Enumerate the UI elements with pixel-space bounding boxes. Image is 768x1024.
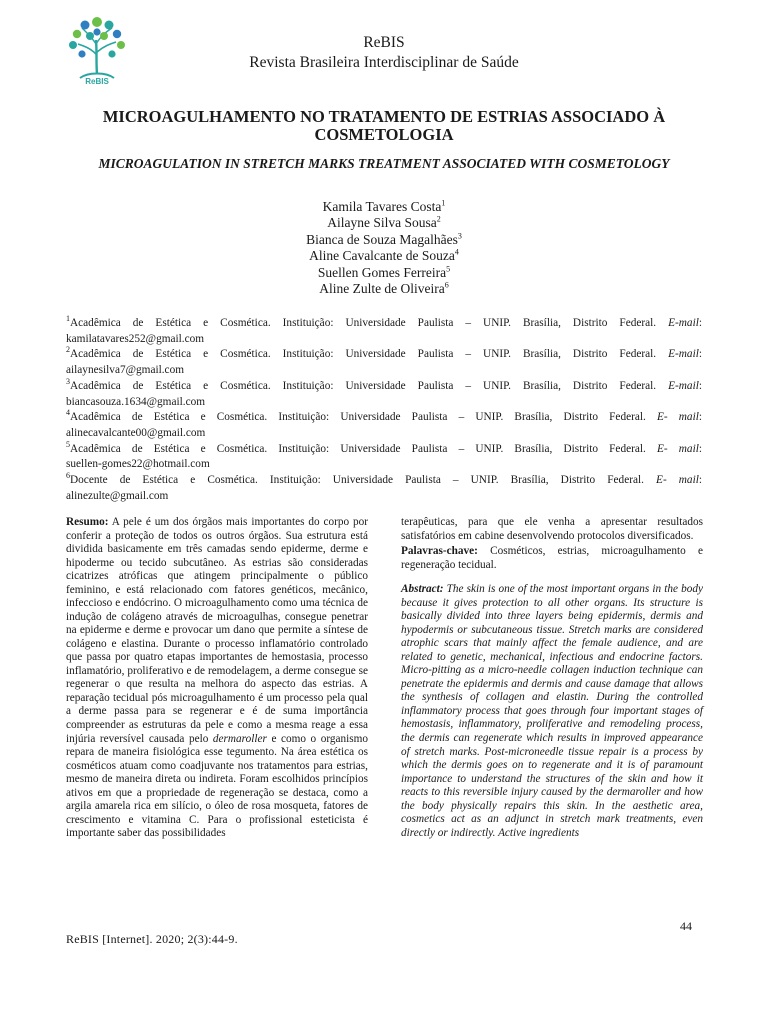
affiliation-text: Docente de Estética e Cosmética. Instituição: Universidade Paulista – UNIP. Brasília, Distrito Federal.: [70, 474, 644, 487]
abstract-pt-text: e como o organismo repara de maneira fisiológica esse tegumento. Na área estética os cosméticos atuam como coadjuvante nos tratamentos para estrias, mesmo de maneira direta ou indireta. Foram escolhidos princípios ativos em que a propriedade de regeneração se destaca, como a argila amarela rica em silício, o óleo de rosa mosqueta, fatores de crescimento e vitamina C. Para o profissional esteticista é importante saber das possibilidades: [66, 732, 369, 840]
affiliation-sup: 6: [66, 471, 70, 481]
affiliation-list: [66, 316, 702, 504]
author-sup: 1: [441, 198, 446, 208]
affiliation-email: alinecavalcante00@gmail.com: [66, 426, 206, 439]
author-sup: 4: [454, 247, 459, 257]
journal-short-name: ReBIS: [363, 34, 405, 51]
affiliation-email: suellen-gomes22@hotmail.com: [66, 458, 210, 471]
article-title-pt: MICROAGULHAMENTO NO TRATAMENTO DE ESTRIAS ASSOCIADO À COSMETOLOGIA: [102, 107, 666, 144]
affiliation-text: Acadêmica de Estética e Cosmética. Instituição: Universidade Paulista – UNIP. Brasília, Distrito Federal.: [70, 411, 646, 424]
email-label: E- mail: [656, 442, 699, 455]
affiliation-text: Acadêmica de Estética e Cosmética. Instituição: Universidade Paulista – UNIP. Brasília, Distrito Federal.: [70, 317, 657, 329]
author-sup: 3: [457, 231, 462, 241]
right-column: [401, 516, 703, 840]
abstract-pt: [66, 516, 368, 841]
author: [0, 232, 768, 248]
keywords-text: Cosméticos, estrias, microagulhamento e regeneração tecidual.: [401, 545, 703, 571]
author-name: Ailayne Silva Sousa: [327, 215, 437, 231]
affiliation: $^4$Acadêmica de Estética e Cosmética. Instituição: Universidade Paulista – UNIP. Brasília, Distrito Federal. E- mail:: [66, 408, 702, 424]
affiliation-text: Acadêmica de Estética e Cosmética. Instituição: Universidade Paulista – UNIP. Brasília, Distrito Federal.: [70, 379, 657, 392]
email-label: E- mail: [656, 474, 699, 487]
author-name: Aline Zulte de Oliveira: [319, 281, 445, 297]
author-sup: 2: [436, 214, 441, 224]
abstract-pt-text: A pele é um dos órgãos mais importantes do corpo por conferir a proteção de todos os outros órgãos. Sua estrutura está dividida basicamente em três camadas sendo epiderme, derme e hipoderme ou tecido subcutâneo. As estrias são consideradas cicatrizes atróficas que atingem principalmente o público feminino, e está relacionado com fatores genéticos, mecânico, infeccioso e endócrino. O microagulhamento como uma técnica de indução de colágeno através de microagulhas, consegue penetrar na epiderme e derme e provocar um dano que permite a síntese de colágeno e elastina. Durante o processo inflamatório controlado que passa por quatro etapas importantes de hemostasia, processo inflamatório, proliferativo e de remodelagem, a derme consegue se regenerar o que resulta na melhora do aspecto das estrias. A reparação tecidual pós microagulhamento é um processo pela qual a derme passa para se regenerar e é de suma importância compreender as estruturas da pele e como a mesma reage a essa injúria reversível causada pelo: [66, 516, 368, 745]
author-list: [0, 199, 768, 297]
author: [0, 215, 768, 231]
affiliation-text: Acadêmica de Estética e Cosmética. Instituição: Universidade Paulista – UNIP. Brasília, Distrito Federal.: [70, 348, 657, 361]
affiliation: $^6$Docente de Estética e Cosmética. Instituição: Universidade Paulista – UNIP. Brasília, Distrito Federal. E- mail:: [66, 471, 703, 487]
author: [0, 248, 768, 264]
journal-full-name: Revista Brasileira Interdisciplinar de Saúde: [249, 54, 519, 71]
affiliation: $^2$Acadêmica de Estética e Cosmética. Instituição: Universidade Paulista – UNIP. Brasília, Distrito Federal. E-mail:: [66, 345, 702, 361]
affiliation-sup: 1: [66, 314, 70, 324]
affiliation: $^3$Acadêmica de Estética e Cosmética. Instituição: Universidade Paulista – UNIP. Brasília, Distrito Federal. E-mail:: [66, 377, 702, 392]
affiliation-sup: 2: [66, 345, 70, 355]
abstract-pt-label: Resumo:: [66, 516, 109, 528]
author-sup: 6: [444, 280, 449, 290]
email-label: E-mail: [668, 317, 699, 329]
author-name: Aline Cavalcante de Souza: [309, 248, 455, 264]
author: [0, 199, 768, 215]
author: [0, 281, 768, 297]
abstract-pt-continued: terapêuticas, para que ele venha a apresentar resultados satisfatórios em cabine desenvolvendo protocolos diversificados.: [401, 516, 703, 542]
author: [0, 265, 768, 281]
abstract-pt-column: [66, 516, 368, 841]
article-title-en: MICROAGULATION IN STRETCH MARKS TREATMENT ASSOCIATED WITH COSMETOLOGY: [98, 156, 670, 171]
keywords-label: Palavras-chave:: [401, 545, 478, 558]
author-name: Bianca de Souza Magalhães: [306, 231, 458, 247]
abstract-pt-italic: dermaroller: [212, 732, 267, 745]
email-label: E-mail: [668, 348, 699, 361]
abstract-en-label: Abstract:: [401, 583, 444, 596]
author-name: Kamila Tavares Costa: [322, 199, 442, 214]
affiliation-sup: 5: [66, 439, 70, 449]
abstract-en: [401, 583, 703, 840]
keywords: [401, 545, 703, 572]
email-label: E-mail: [668, 379, 699, 392]
affiliation-email: kamilatavares252@gmail.com: [66, 332, 205, 345]
affiliation-email: ailaynesilva7@gmail.com: [66, 364, 185, 377]
page-number: 44: [680, 919, 692, 933]
affiliation-sup: 3: [66, 377, 70, 387]
citation-footer: ReBIS [Internet]. 2020; 2(3):44-9.: [66, 932, 238, 946]
affiliation-email: biancasouza.1634@gmail.com: [66, 395, 206, 408]
affiliation: $^5$Acadêmica de Estética e Cosmética. Instituição: Universidade Paulista – UNIP. Brasília, Distrito Federal. E- mail:: [66, 439, 702, 455]
author-name: Suellen Gomes Ferreira: [317, 264, 447, 280]
email-label: E- mail: [656, 411, 699, 424]
affiliation-text: Acadêmica de Estética e Cosmética. Instituição: Universidade Paulista – UNIP. Brasília, Distrito Federal.: [70, 442, 646, 455]
abstract-en-text: The skin is one of the most important organs in the body because it gives protection to all other organs. Its structure is basically divided into three layers being epidermis, dermis and hypodermis or subcutaneous tissue. Stretch marks are considered atrophic scars that mainly affect the female audience, and are related to genetic, mechanical, infectious and endocrine factors. Micro-pitting as a micro-needle collagen induction technique can penetrate the epidermis and dermis and cause damage that allows the synthesis of collagen and elastin. During the controlled inflammatory process that goes through four important stages of hemostasis, inflammatory, proliferative and remodeling process, the dermis can regenerate which results in improved appearance of stretch marks. Post-microneedle tissue repair is a process by which the dermis goes on to regenerate and it is of paramount importance to understand the structures of the skin and how it reacts to this reversible injury caused by the dermaroller and how the body physically repairs this skin. In the aesthetic area, cosmetics act as an adjunct in stretch mark treatments, even directly or indirectly. Active ingredients: [401, 583, 704, 839]
author-sup: 5: [446, 264, 451, 274]
affiliation: $^1$Acadêmica de Estética e Cosmética. Instituição: Universidade Paulista – UNIP. Brasília, Distrito Federal. E-mail:: [66, 314, 702, 329]
affiliation-email: alinezulte@gmail.com: [66, 489, 169, 502]
logo-text: ReBIS: [85, 77, 109, 86]
affiliation-sup: 4: [66, 408, 70, 418]
